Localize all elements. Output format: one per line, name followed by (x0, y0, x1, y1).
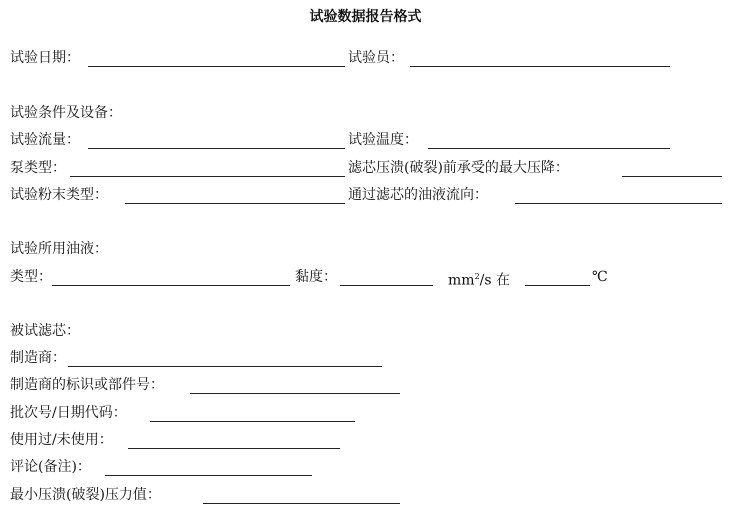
manufacturer-field[interactable] (68, 366, 382, 367)
conditions-heading: 试验条件及设备： (10, 105, 122, 121)
celsius-label: ℃ (592, 269, 608, 285)
flow-field[interactable] (88, 148, 345, 149)
temp-label: 试验温度： (348, 132, 418, 148)
lot-label: 批次号/日期代码： (10, 405, 127, 421)
lot-field[interactable] (150, 421, 355, 422)
tester-label: 试验员： (348, 50, 404, 66)
fluid-type-label: 类型： (10, 269, 52, 285)
collapse-pressure-field[interactable] (203, 503, 400, 504)
comments-field[interactable] (105, 475, 312, 476)
collapse-pressure-label: 最小压溃(破裂)压力值： (10, 487, 161, 503)
part-number-field[interactable] (190, 393, 400, 394)
viscosity-unit (448, 268, 510, 290)
unit-prefix: mm (448, 272, 475, 289)
tester-field[interactable] (410, 66, 670, 67)
dust-label: 试验粉末类型： (10, 187, 108, 203)
used-field[interactable] (128, 448, 340, 449)
used-label: 使用过/未使用： (10, 432, 113, 448)
pump-label: 泵类型： (10, 160, 66, 176)
flow-direction-label: 通过滤芯的油液流向： (348, 187, 488, 203)
page-title: 试验数据报告格式 (309, 9, 422, 25)
max-dp-field[interactable] (622, 176, 722, 177)
flow-direction-field[interactable] (515, 203, 722, 204)
flow-label: 试验流量： (10, 132, 80, 148)
viscosity-field[interactable] (340, 285, 433, 286)
viscosity-temp-field[interactable] (525, 285, 590, 286)
test-date-label: 试验日期： (10, 50, 80, 66)
dust-field[interactable] (125, 203, 345, 204)
fluid-type-field[interactable] (52, 285, 290, 286)
viscosity-label: 黏度： (295, 269, 337, 285)
pump-field[interactable] (70, 176, 345, 177)
comments-label: 评论(备注)： (10, 459, 91, 475)
max-dp-label: 滤芯压溃(破裂)前承受的最大压降： (348, 160, 569, 176)
part-number-label: 制造商的标识或部件号： (10, 377, 164, 393)
unit-exponent: 2 (474, 272, 480, 281)
test-date-field[interactable] (88, 66, 345, 67)
fluid-heading: 试验所用油液： (10, 241, 108, 257)
manufacturer-label: 制造商： (10, 350, 66, 366)
element-heading: 被试滤芯： (10, 323, 80, 339)
temp-field[interactable] (428, 148, 670, 149)
unit-suffix: /s 在 (479, 272, 511, 289)
